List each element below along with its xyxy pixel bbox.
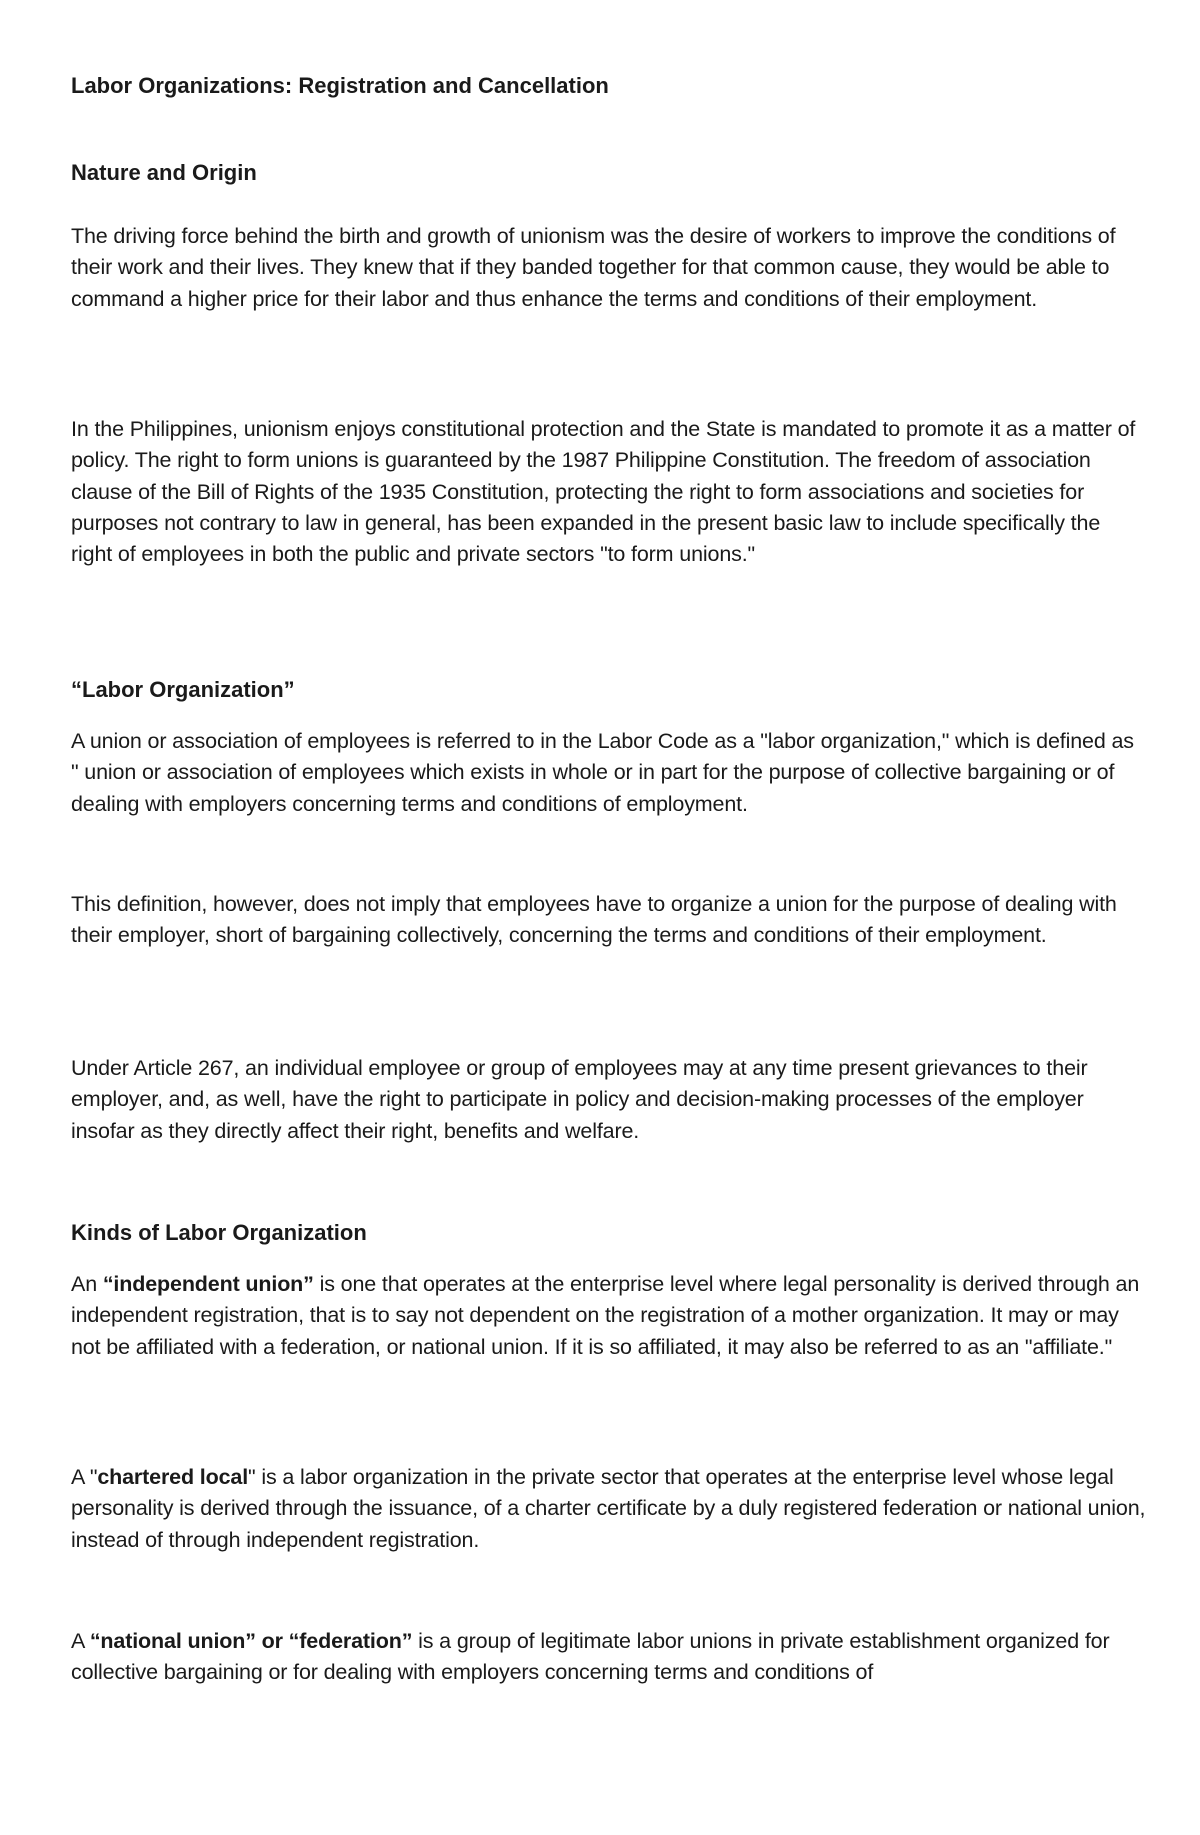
defined-term: “national union” or “federation” [89, 1629, 413, 1653]
paragraph-chartered-local [71, 1462, 1146, 1556]
section-heading-labor-organization: “Labor Organization” [71, 677, 295, 702]
defined-term: “independent union” [102, 1272, 314, 1296]
paragraph-body: " is a labor organization in the private sector that operates at the enterprise level whose legal personality is derived through the issuance, of a charter certificate by a duly registered federation or national union, instead of through independent registration. [71, 1465, 1146, 1552]
paragraph-prefix: An [71, 1272, 103, 1296]
paragraph: The driving force behind the birth and growth of unionism was the desire of workers to improve the conditions of their work and their lives. They knew that if they banded together for that common cause, they would be able to command a higher price for their labor and thus enhance the terms and conditions of their employment. [71, 224, 1116, 311]
paragraph: In the Philippines, unionism enjoys constitutional protection and the State is mandated to promote it as a matter of policy. The right to form unions is guaranteed by the 1987 Philippine Constitution. The freedom of association clause of the Bill of Rights of the 1935 Constitution, protecting the right to form associations and societies for purposes not contrary to law in general, has been expanded in the present basic law to include specifically the right of employees in both the public and private sectors "to form unions." [71, 417, 1136, 567]
defined-term: chartered local [97, 1465, 249, 1489]
section-heading-nature-and-origin: Nature and Origin [71, 160, 257, 185]
paragraph-body: is a group of legitimate labor unions in private establishment organized for collective bargaining or for dealing with employers concerning terms and conditions of [71, 1629, 1110, 1685]
paragraph-body: is one that operates at the enterprise level where legal personality is derived through an independent registration, that is to say not dependent on the registration of a mother organization. It may or may not be affiliated with a federation, or national union. If it is so affiliated, it may also be referred to as an "affiliate." [71, 1272, 1140, 1359]
paragraph-prefix: A [71, 1629, 90, 1653]
paragraph-national-union [71, 1626, 1146, 1689]
paragraph: Under Article 267, an individual employee or group of employees may at any time present grievances to their employer, and, as well, have the right to participate in policy and decision-making processes of the employer insofar as they directly affect their right, benefits and welfare. [71, 1056, 1088, 1143]
paragraph-prefix: A " [71, 1465, 98, 1489]
section-heading-kinds-of-labor-organization: Kinds of Labor Organization [71, 1220, 367, 1245]
paragraph: This definition, however, does not imply that employees have to organize a union for the purpose of dealing with their employer, short of bargaining collectively, concerning the terms and conditions of their employment. [71, 892, 1117, 948]
paragraph-independent-union [71, 1269, 1146, 1363]
document-title: Labor Organizations: Registration and Cancellation [71, 73, 609, 98]
paragraph: A union or association of employees is referred to in the Labor Code as a "labor organization," which is defined as " union or association of employees which exists in whole or in part for the purpose of collective bargaining or of dealing with employers concerning terms and conditions of employment. [71, 729, 1134, 816]
